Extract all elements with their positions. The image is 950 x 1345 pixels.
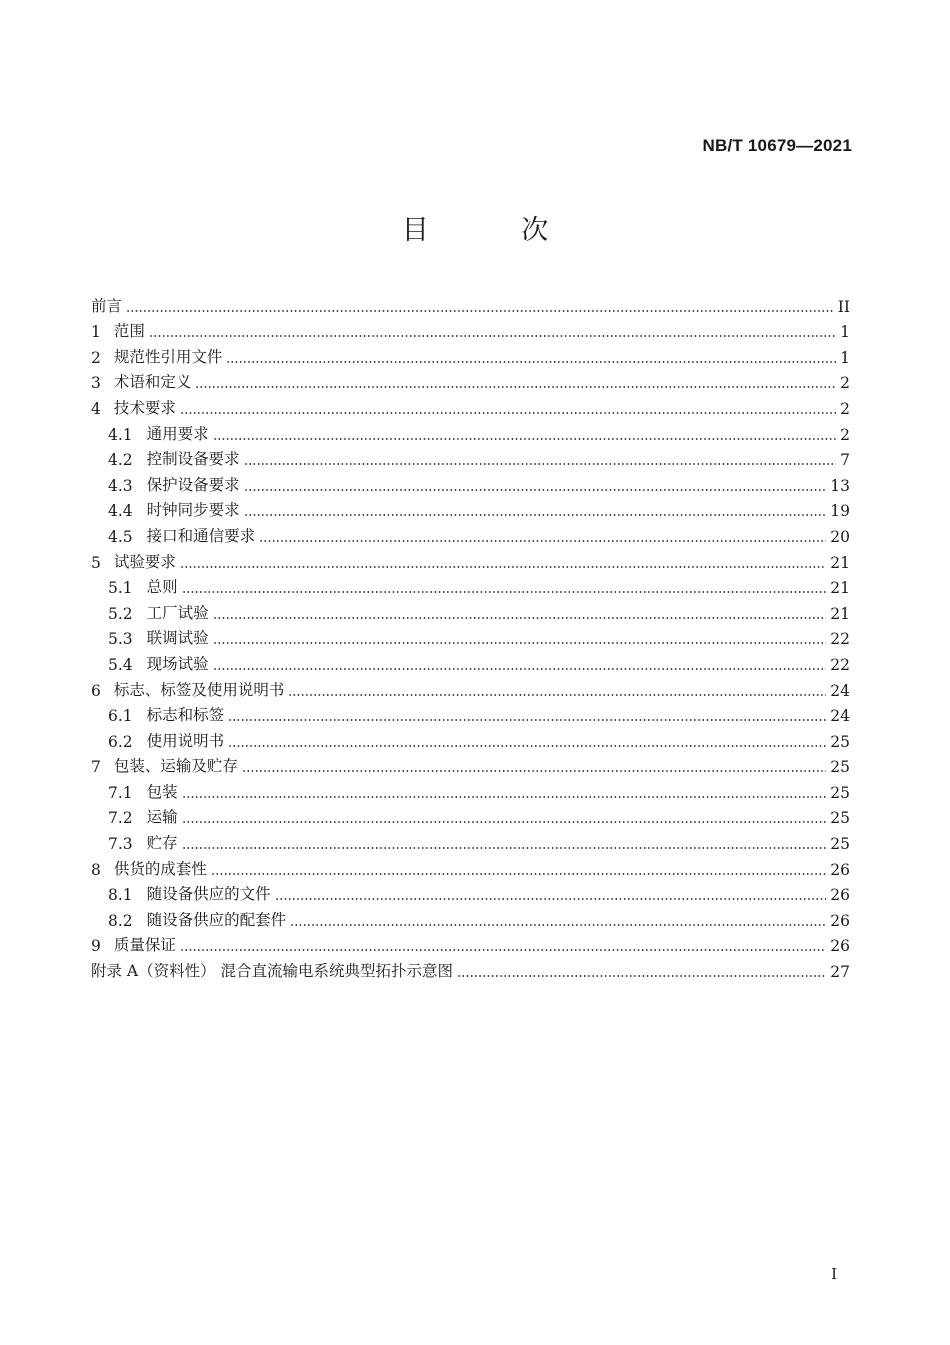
toc-entry-number: 7.3 <box>108 835 133 854</box>
toc-entry-page: 21 <box>830 553 850 572</box>
dot-leader <box>213 642 827 644</box>
toc-entry-number: 8 <box>91 860 101 879</box>
toc-entry[interactable] <box>91 853 850 879</box>
toc-entry-title: 术语和定义 <box>113 373 192 392</box>
dot-leader <box>242 770 826 772</box>
toc-entry[interactable] <box>91 418 850 444</box>
toc-entry-title: 标志和标签 <box>146 706 225 725</box>
dot-leader <box>182 821 827 823</box>
toc-entry-page: 25 <box>830 732 850 751</box>
toc-entry-number: 4.3 <box>108 476 133 495</box>
toc-entry-title: 试验要求 <box>113 552 176 571</box>
toc-entry-page: 27 <box>830 963 850 982</box>
toc-entry[interactable] <box>91 495 850 521</box>
dot-leader <box>182 796 827 798</box>
toc-entry[interactable] <box>91 341 850 367</box>
toc-entry[interactable] <box>91 316 850 342</box>
toc-entry[interactable] <box>91 623 850 649</box>
toc-entry-number: 7.2 <box>108 809 133 828</box>
toc-entry-page: 26 <box>830 911 850 930</box>
toc-entry[interactable] <box>91 444 850 470</box>
dot-leader <box>228 745 826 747</box>
toc-entry[interactable] <box>91 879 850 905</box>
toc-entry-title: 使用说明书 <box>146 731 225 750</box>
toc-entry-page: 1 <box>840 348 850 367</box>
toc-entry-number: 5 <box>91 553 101 572</box>
toc-entry-number: 1 <box>91 323 101 342</box>
toc-entry-page: 26 <box>830 860 850 879</box>
table-of-contents <box>91 290 850 981</box>
toc-entry-page: 26 <box>830 937 850 956</box>
dot-leader <box>195 386 836 388</box>
toc-entry-title: 贮存 <box>146 834 178 853</box>
toc-entry-page: 25 <box>830 758 850 777</box>
toc-entry-page: 2 <box>840 425 850 444</box>
dot-leader <box>182 847 827 849</box>
toc-entry[interactable] <box>91 904 850 930</box>
dot-leader <box>213 668 827 670</box>
toc-entry-number: 4.5 <box>108 527 133 546</box>
toc-entry[interactable] <box>91 955 850 981</box>
toc-entry-number: 6.2 <box>108 732 133 751</box>
toc-entry-page: 1 <box>840 323 850 342</box>
toc-entry-title: 包装、运输及贮存 <box>113 757 238 776</box>
dot-leader <box>226 361 836 363</box>
toc-title: 目 次 <box>401 215 591 246</box>
standard-number: NB/T 10679—2021 <box>702 136 852 155</box>
toc-entry[interactable] <box>91 827 850 853</box>
toc-entry[interactable] <box>91 725 850 751</box>
dot-leader <box>275 898 827 900</box>
toc-entry-page: 24 <box>830 707 850 726</box>
toc-entry-title: 联调试验 <box>146 629 209 648</box>
toc-entry-title: 运输 <box>146 808 178 827</box>
toc-entry-page: 19 <box>830 502 850 521</box>
toc-entry-title: 供货的成套性 <box>113 859 207 878</box>
toc-entry-title: 现场试验 <box>146 654 209 673</box>
toc-entry-page: 21 <box>830 579 850 598</box>
toc-entry-page: 22 <box>830 630 850 649</box>
toc-entry-title: 规范性引用文件 <box>113 347 223 366</box>
toc-entry-page: II <box>837 297 850 316</box>
toc-entry-page: 7 <box>840 451 850 470</box>
toc-entry-number: 8.1 <box>108 886 133 905</box>
toc-entry-number: 5.4 <box>108 655 133 674</box>
toc-entry[interactable] <box>91 930 850 956</box>
dot-leader <box>259 540 826 542</box>
toc-entry-title: 总则 <box>146 578 178 597</box>
dot-leader <box>457 975 826 977</box>
dot-leader <box>126 310 834 312</box>
dot-leader <box>213 438 836 440</box>
toc-entry-title: 通用要求 <box>146 424 209 443</box>
toc-entry-title: 技术要求 <box>113 398 176 417</box>
toc-entry[interactable] <box>91 776 850 802</box>
toc-entry-page: 25 <box>830 783 850 802</box>
toc-entry-page: 25 <box>830 809 850 828</box>
toc-entry-number: 5.1 <box>108 579 133 598</box>
dot-leader <box>228 719 826 721</box>
toc-entry[interactable] <box>91 546 850 572</box>
dot-leader <box>149 335 836 337</box>
dot-leader <box>244 489 827 491</box>
toc-entry-title: 保护设备要求 <box>146 475 240 494</box>
toc-entry[interactable] <box>91 648 850 674</box>
toc-entry[interactable] <box>91 597 850 623</box>
toc-entry-number: 8.2 <box>108 911 133 930</box>
toc-entry-page: 13 <box>830 476 850 495</box>
toc-entry-title: 工厂试验 <box>146 603 209 622</box>
toc-entry-title: 范围 <box>113 322 145 341</box>
toc-entry-page: 26 <box>830 886 850 905</box>
toc-entry[interactable] <box>91 572 850 598</box>
toc-entry[interactable] <box>91 367 850 393</box>
toc-entry-number: 6 <box>91 681 101 700</box>
toc-entry-number: 5.2 <box>108 604 133 623</box>
dot-leader <box>180 949 826 951</box>
toc-entry-number: 4.4 <box>108 502 133 521</box>
toc-entry-title: 质量保证 <box>113 936 176 955</box>
toc-entry-page: 21 <box>830 604 850 623</box>
toc-entry[interactable] <box>91 520 850 546</box>
toc-entry-title: 附录 A（资料性） 混合直流输电系统典型拓扑示意图 <box>91 962 454 981</box>
toc-entry-page: 2 <box>840 374 850 393</box>
toc-entry-number: 5.3 <box>108 630 133 649</box>
toc-entry-title: 时钟同步要求 <box>146 501 240 520</box>
toc-entry[interactable] <box>91 392 850 418</box>
toc-entry-page: 22 <box>830 655 850 674</box>
dot-leader <box>180 412 836 414</box>
toc-entry-title: 随设备供应的配套件 <box>146 910 287 929</box>
dot-leader <box>180 566 826 568</box>
toc-entry[interactable] <box>91 751 850 777</box>
toc-entry-number: 4.1 <box>108 425 133 444</box>
toc-entry-title: 包装 <box>146 782 178 801</box>
dot-leader <box>244 463 836 465</box>
dot-leader <box>244 514 827 516</box>
toc-entry[interactable] <box>91 700 850 726</box>
dot-leader <box>213 617 827 619</box>
toc-entry-page: 2 <box>840 399 850 418</box>
toc-entry-title: 接口和通信要求 <box>146 526 256 545</box>
toc-entry-title: 随设备供应的文件 <box>146 885 271 904</box>
toc-entry[interactable] <box>91 802 850 828</box>
toc-entry-number: 3 <box>91 374 101 393</box>
toc-entry-number: 2 <box>91 348 101 367</box>
page-number: I <box>831 1265 837 1283</box>
toc-entry-number: 4 <box>91 399 101 418</box>
toc-entry-page: 24 <box>830 681 850 700</box>
toc-entry-title: 前言 <box>91 296 123 315</box>
toc-entry-page: 20 <box>830 527 850 546</box>
dot-leader <box>182 591 827 593</box>
toc-entry-number: 9 <box>91 937 101 956</box>
toc-entry-title: 控制设备要求 <box>146 450 240 469</box>
toc-entry-number: 7 <box>91 758 101 777</box>
toc-entry-title: 标志、标签及使用说明书 <box>113 680 285 699</box>
toc-entry[interactable] <box>91 674 850 700</box>
toc-entry-page: 25 <box>830 835 850 854</box>
toc-entry[interactable] <box>91 469 850 495</box>
toc-entry-number: 6.1 <box>108 707 133 726</box>
dot-leader <box>211 873 826 875</box>
dot-leader <box>288 694 826 696</box>
toc-entry-number: 7.1 <box>108 783 133 802</box>
dot-leader <box>290 924 826 926</box>
toc-entry[interactable] <box>91 290 850 316</box>
toc-entry-number: 4.2 <box>108 451 133 470</box>
